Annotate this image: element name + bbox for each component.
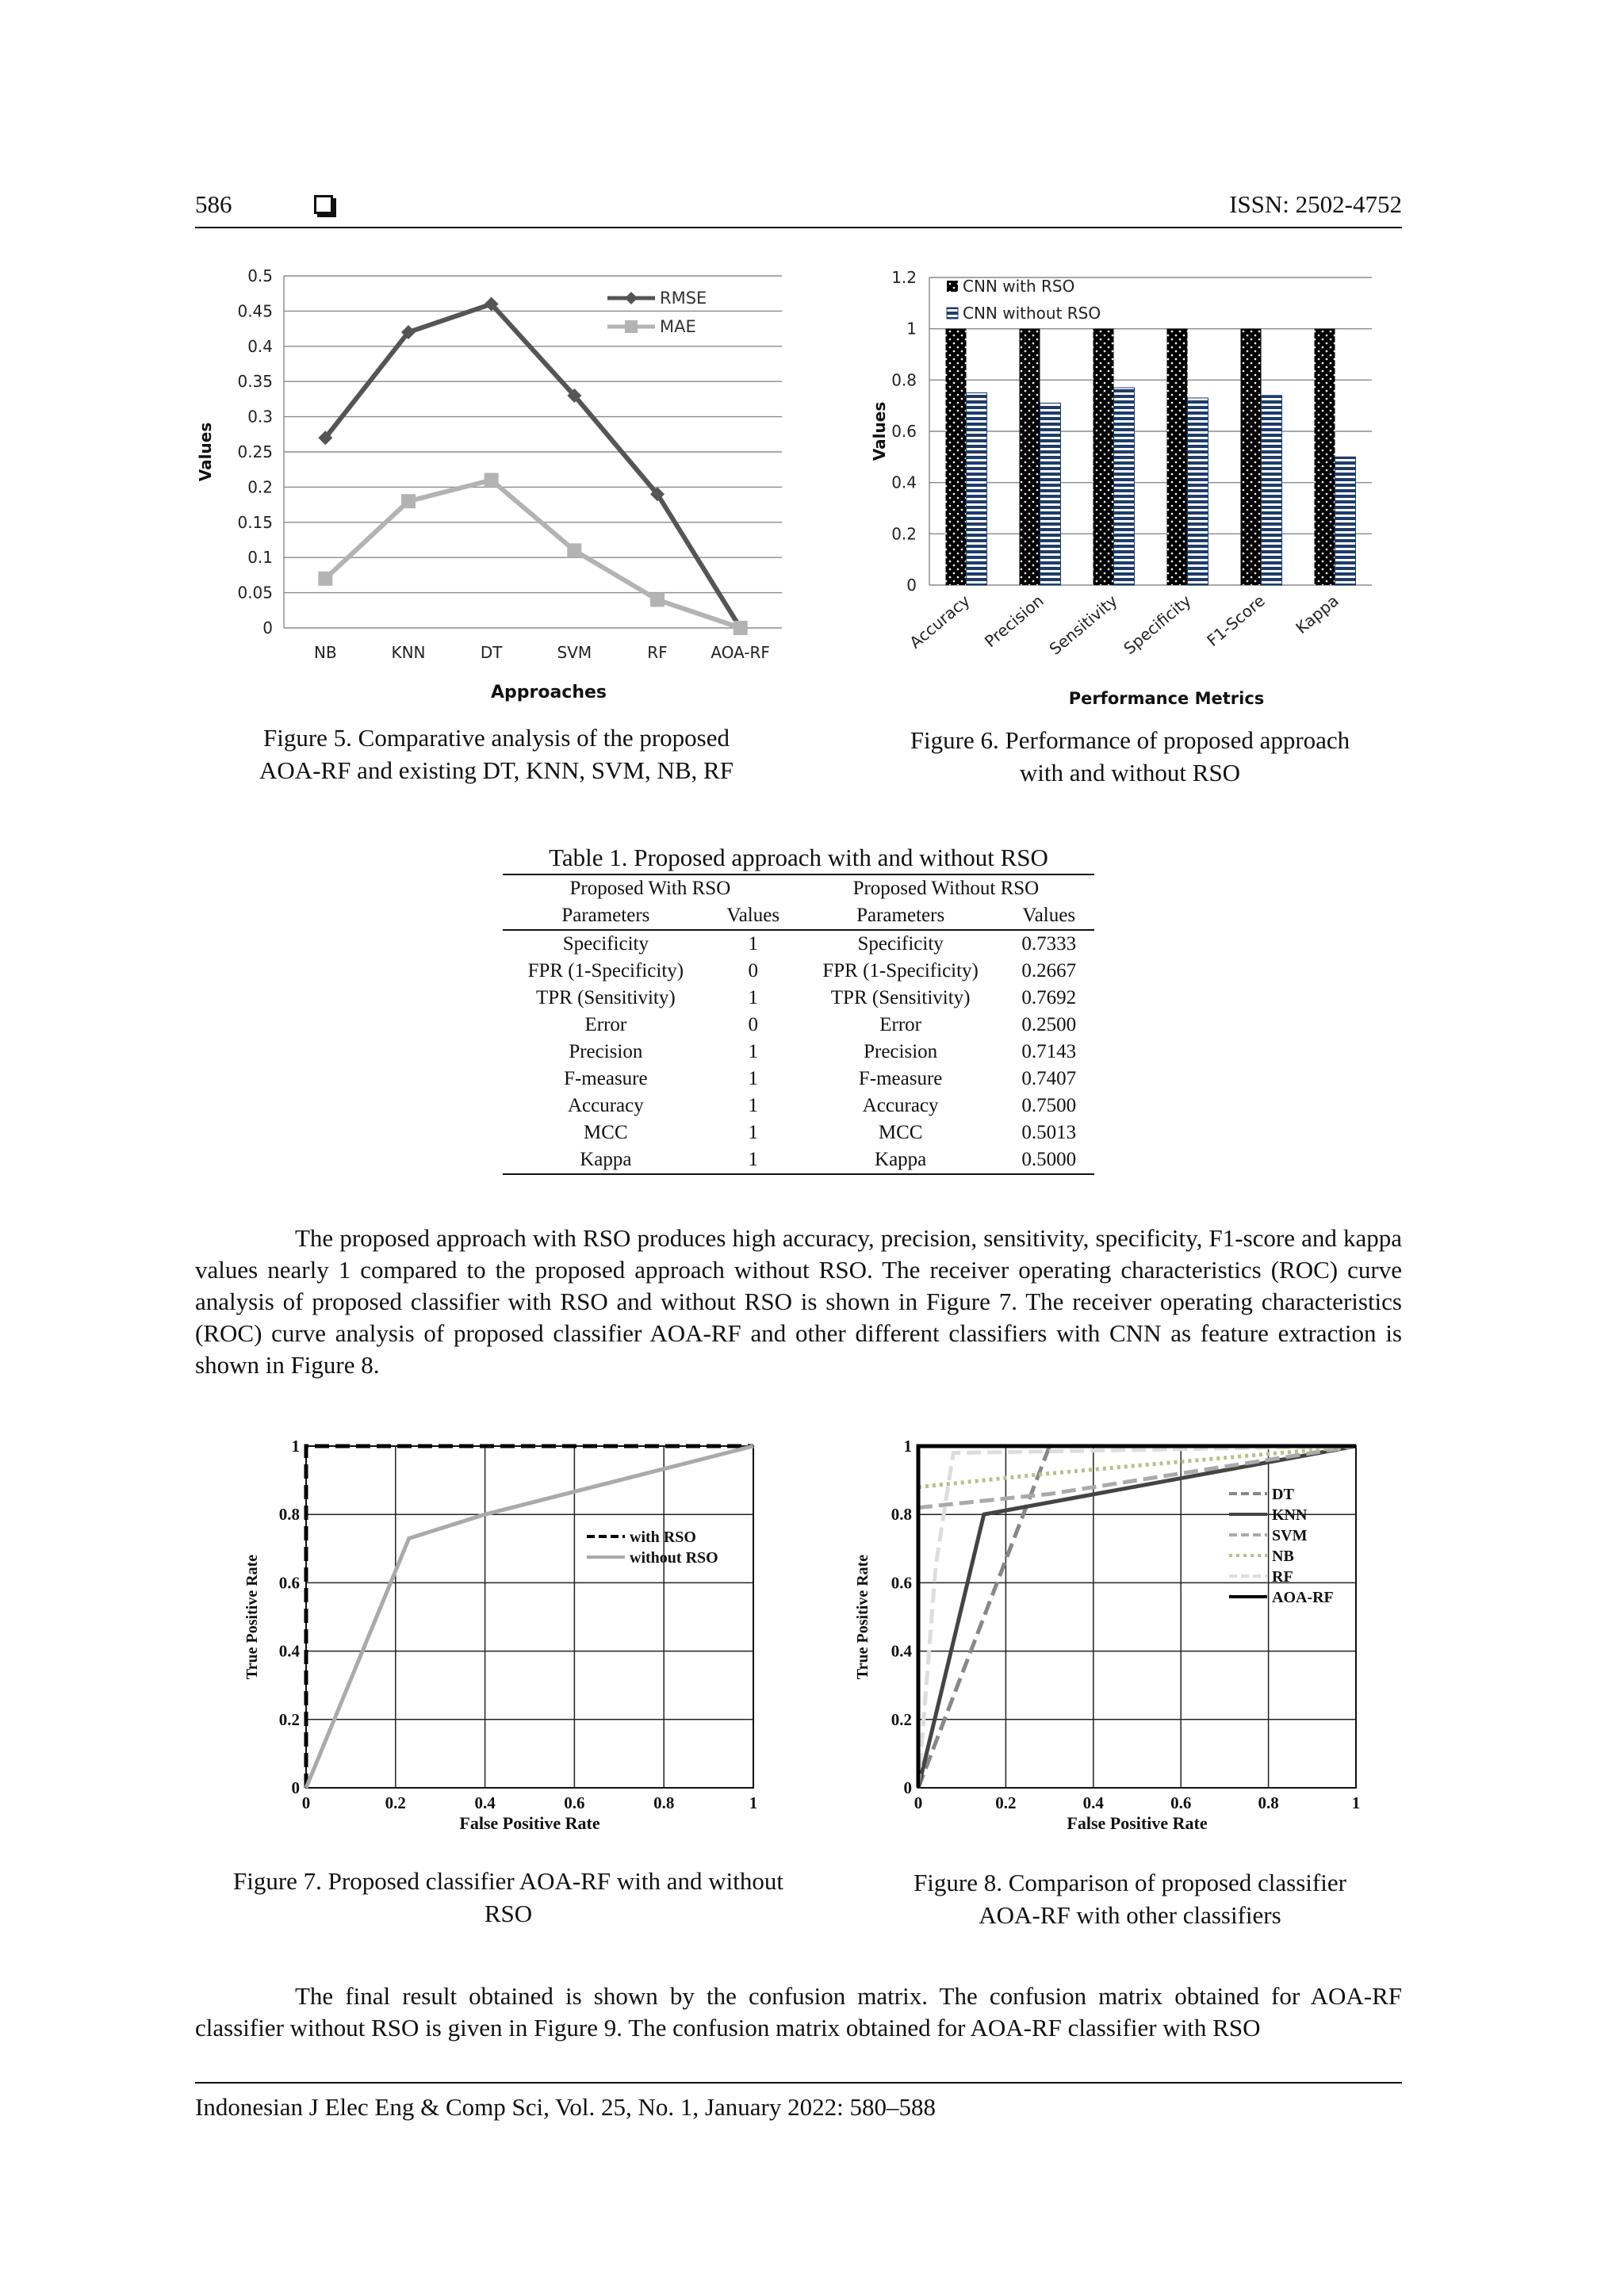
- x-tick-label: 0.2: [995, 1793, 1017, 1812]
- legend-label: NB: [1272, 1548, 1294, 1565]
- table-row: Error 0 Error 0.2500: [584, 1014, 1077, 1035]
- y-tick-label: 0: [262, 618, 273, 637]
- y-axis-title: True Positive Rate: [854, 1554, 871, 1680]
- figure-7-caption-line2: RSO: [484, 1900, 533, 1927]
- legend-label: AOA-RF: [1272, 1589, 1334, 1606]
- y-tick-label: 0.1: [247, 548, 273, 568]
- figure-5-caption: [195, 721, 798, 786]
- y-tick-label: 0.8: [891, 370, 917, 390]
- figure-5-chart: [195, 262, 798, 706]
- footer-rule: [195, 2082, 1402, 2084]
- data-point-mae: [401, 494, 416, 508]
- y-axis-title: Values: [196, 422, 215, 482]
- table-row: MCC 1 MCC 0.5013: [584, 1122, 1077, 1143]
- figure-6-chart: [856, 262, 1404, 714]
- figure-6-caption-line2: with and without RSO: [1019, 759, 1241, 786]
- y-tick-label: 0.25: [237, 442, 273, 461]
- y-axis-title: Values: [870, 401, 889, 461]
- x-tick-label: Accuracy: [906, 591, 974, 652]
- bar-cnn-without-rso: [1114, 388, 1135, 585]
- table-title: Table 1. Proposed approach with and without RSO: [549, 844, 1048, 871]
- legend-marker: [625, 292, 638, 304]
- box-icon: [314, 195, 333, 214]
- figure-8-caption: [856, 1866, 1404, 1931]
- y-tick-label: 0.6: [891, 422, 917, 441]
- table-1: [503, 842, 1094, 1175]
- bar-cnn-with-rso: [1167, 329, 1188, 585]
- x-tick-label: Precision: [980, 591, 1048, 652]
- y-tick-label: 0.45: [237, 301, 273, 321]
- figure-8-chart: [848, 1427, 1372, 1855]
- figure-5-caption-line2: AOA-RF and existing DT, KNN, SVM, NB, RF: [259, 756, 733, 784]
- bar-cnn-without-rso: [1335, 457, 1356, 585]
- series-line-rmse: [325, 304, 740, 628]
- x-axis-title: Performance Metrics: [1068, 689, 1265, 708]
- data-point-mae: [650, 592, 665, 607]
- legend-swatch-without-rso: [947, 308, 958, 319]
- bar-cnn-without-rso: [1040, 403, 1061, 585]
- y-tick-label: 1: [906, 319, 917, 339]
- y-tick-label: 0.6: [891, 1573, 912, 1593]
- y-tick-label: 0.2: [278, 1709, 300, 1729]
- legend-label: SVM: [1272, 1527, 1308, 1544]
- figure-7-caption: [195, 1865, 822, 1930]
- header-rule: [195, 227, 1402, 228]
- y-tick-label: 1: [291, 1437, 300, 1456]
- y-tick-label: 0.2: [891, 1709, 912, 1729]
- figure-6-caption-line1: Figure 6. Performance of proposed approach: [910, 726, 1350, 754]
- x-axis-title: False Positive Rate: [1067, 1813, 1208, 1833]
- y-tick-label: 0.4: [891, 1641, 912, 1661]
- y-tick-label: 0.4: [891, 473, 917, 492]
- bar-cnn-with-rso: [1020, 329, 1040, 585]
- roc-curve-with-rso: [306, 1446, 753, 1788]
- legend-label: MAE: [660, 317, 696, 336]
- paragraph-2: The final result obtained is shown by the confusion matrix. The confusion matrix obtained for AOA-RF classifier without RSO is given in Figure 9. The confusion matrix obtained for AOA-RF classifier with RSO: [195, 1982, 1402, 2042]
- x-tick-label: 0.6: [564, 1793, 585, 1812]
- legend-label: RF: [1272, 1568, 1293, 1586]
- x-tick-label: 0.6: [1170, 1793, 1192, 1812]
- y-tick-label: 0.5: [247, 266, 273, 285]
- figure-6-caption: [856, 724, 1404, 789]
- page-header: [195, 190, 1402, 225]
- figure-8-caption-line2: AOA-RF with other classifiers: [979, 1901, 1281, 1929]
- bar-cnn-with-rso: [1315, 329, 1335, 585]
- y-tick-label: 0.05: [237, 583, 273, 603]
- bar-cnn-with-rso: [1094, 329, 1114, 585]
- y-tick-label: 0.2: [247, 477, 273, 497]
- figure-7-chart: [238, 1427, 777, 1855]
- plot-frame: [306, 1446, 753, 1788]
- table-row: Accuracy 1 Accuracy 0.7500: [567, 1095, 1077, 1116]
- x-tick-label: Sensitivity: [1045, 591, 1121, 659]
- roc-curve-nb: [918, 1446, 1356, 1487]
- page-number: 586: [195, 190, 232, 218]
- x-tick-label: F1-Score: [1203, 591, 1269, 651]
- table-header-params: Parameters: [856, 905, 945, 926]
- table-row: TPR (Sensitivity) 1 TPR (Sensitivity) 0.7692: [535, 987, 1077, 1008]
- y-tick-label: 0.15: [237, 512, 273, 532]
- y-tick-label: 0.2: [891, 524, 917, 544]
- figure-5-caption-line1: Figure 5. Comparative analysis of the proposed: [262, 724, 730, 752]
- y-tick-label: 0: [906, 576, 917, 595]
- x-tick-label: RF: [647, 643, 668, 662]
- x-tick-label: SVM: [557, 643, 592, 662]
- table-row: Specificity 1 Specificity 0.7333: [562, 933, 1077, 955]
- legend-label: DT: [1272, 1486, 1294, 1503]
- y-tick-label: 0: [903, 1778, 912, 1797]
- footer-citation: Indonesian J Elec Eng & Comp Sci, Vol. 25, No. 1, January 2022: 580–588: [195, 2093, 936, 2121]
- x-tick-label: KNN: [391, 643, 426, 662]
- x-tick-label: 0.4: [474, 1793, 496, 1812]
- bar-cnn-with-rso: [946, 329, 967, 585]
- legend-label: KNN: [1272, 1506, 1308, 1524]
- legend-label: CNN with RSO: [963, 277, 1075, 296]
- table-group-without: Proposed Without RSO: [852, 878, 1040, 899]
- bar-cnn-with-rso: [1241, 329, 1262, 585]
- data-point-mae: [567, 543, 581, 557]
- x-tick-label: 0: [914, 1793, 923, 1812]
- x-tick-label: Specificity: [1120, 591, 1195, 659]
- table-row: Kappa 1 Kappa 0.5000: [580, 1149, 1077, 1170]
- x-tick-label: DT: [480, 643, 503, 662]
- x-tick-label: Kappa: [1292, 591, 1342, 638]
- legend-marker: [625, 320, 638, 333]
- data-point-mae: [318, 572, 332, 586]
- bar-cnn-without-rso: [967, 393, 987, 586]
- x-axis-title: Approaches: [490, 683, 607, 702]
- data-point-mae: [485, 473, 499, 488]
- issn: ISSN: 2502-4752: [1229, 190, 1402, 218]
- data-point-mae: [733, 621, 748, 635]
- bar-cnn-without-rso: [1188, 398, 1208, 585]
- x-tick-label: NB: [313, 643, 337, 662]
- y-tick-label: 0.8: [891, 1505, 912, 1525]
- x-tick-label: 0.8: [653, 1793, 675, 1812]
- table-header-values: Values: [726, 905, 780, 926]
- y-tick-label: 1: [903, 1437, 912, 1456]
- figure-8-caption-line1: Figure 8. Comparison of proposed classifier: [914, 1869, 1346, 1896]
- table-header-values: Values: [1022, 905, 1076, 926]
- x-tick-label: 1: [1351, 1793, 1361, 1812]
- y-tick-label: 0.4: [278, 1641, 300, 1661]
- y-tick-label: 0.6: [278, 1573, 300, 1593]
- y-tick-label: 0.8: [278, 1505, 300, 1525]
- series-line-mae: [325, 480, 740, 628]
- x-tick-label: 0: [301, 1793, 311, 1812]
- x-tick-label: 0.8: [1258, 1793, 1279, 1812]
- legend-label: without RSO: [630, 1549, 718, 1567]
- legend-label: RMSE: [660, 289, 707, 308]
- x-tick-label: 0.2: [385, 1793, 406, 1812]
- x-tick-label: AOA-RF: [710, 643, 770, 662]
- legend-label: CNN without RSO: [963, 304, 1101, 323]
- y-axis-title: True Positive Rate: [243, 1554, 261, 1680]
- x-tick-label: 0.4: [1082, 1793, 1104, 1812]
- table-row: F-measure 1 F-measure 0.7407: [564, 1068, 1077, 1089]
- table-header-params: Parameters: [561, 905, 650, 926]
- figure-7-caption-line1: Figure 7. Proposed classifier AOA-RF with and without: [232, 1867, 783, 1895]
- y-tick-label: 0: [291, 1778, 300, 1797]
- paragraph-1: The proposed approach with RSO produces high accuracy, precision, sensitivity, specificity, F1-score and kappa values nearly 1 compared to the proposed approach without RSO. The receiver operating characteristics (ROC) curve analysis of proposed classifier with RSO and without RSO is shown in Figure 7. The receiver operating characteristics (ROC) curve analysis of proposed classifier AOA-RF and other different classifiers with CNN as feature extraction is shown in Figure 8.: [195, 1224, 1402, 1379]
- table-row: Precision 1 Precision 0.7143: [569, 1041, 1077, 1062]
- table-group-with: Proposed With RSO: [569, 878, 731, 899]
- x-axis-title: False Positive Rate: [459, 1813, 600, 1833]
- y-tick-label: 0.35: [237, 372, 273, 392]
- table-row: FPR (1-Specificity) 0 FPR (1-Specificity) 0.2667: [527, 960, 1077, 982]
- roc-curve-without-rso: [306, 1446, 753, 1788]
- y-tick-label: 0.4: [247, 336, 273, 356]
- y-tick-label: 0.3: [247, 407, 273, 427]
- legend-label: with RSO: [630, 1529, 696, 1546]
- x-tick-label: 1: [749, 1793, 758, 1812]
- y-tick-label: 1.2: [891, 268, 917, 287]
- legend-swatch-with-rso: [947, 281, 958, 292]
- bar-cnn-without-rso: [1262, 396, 1282, 585]
